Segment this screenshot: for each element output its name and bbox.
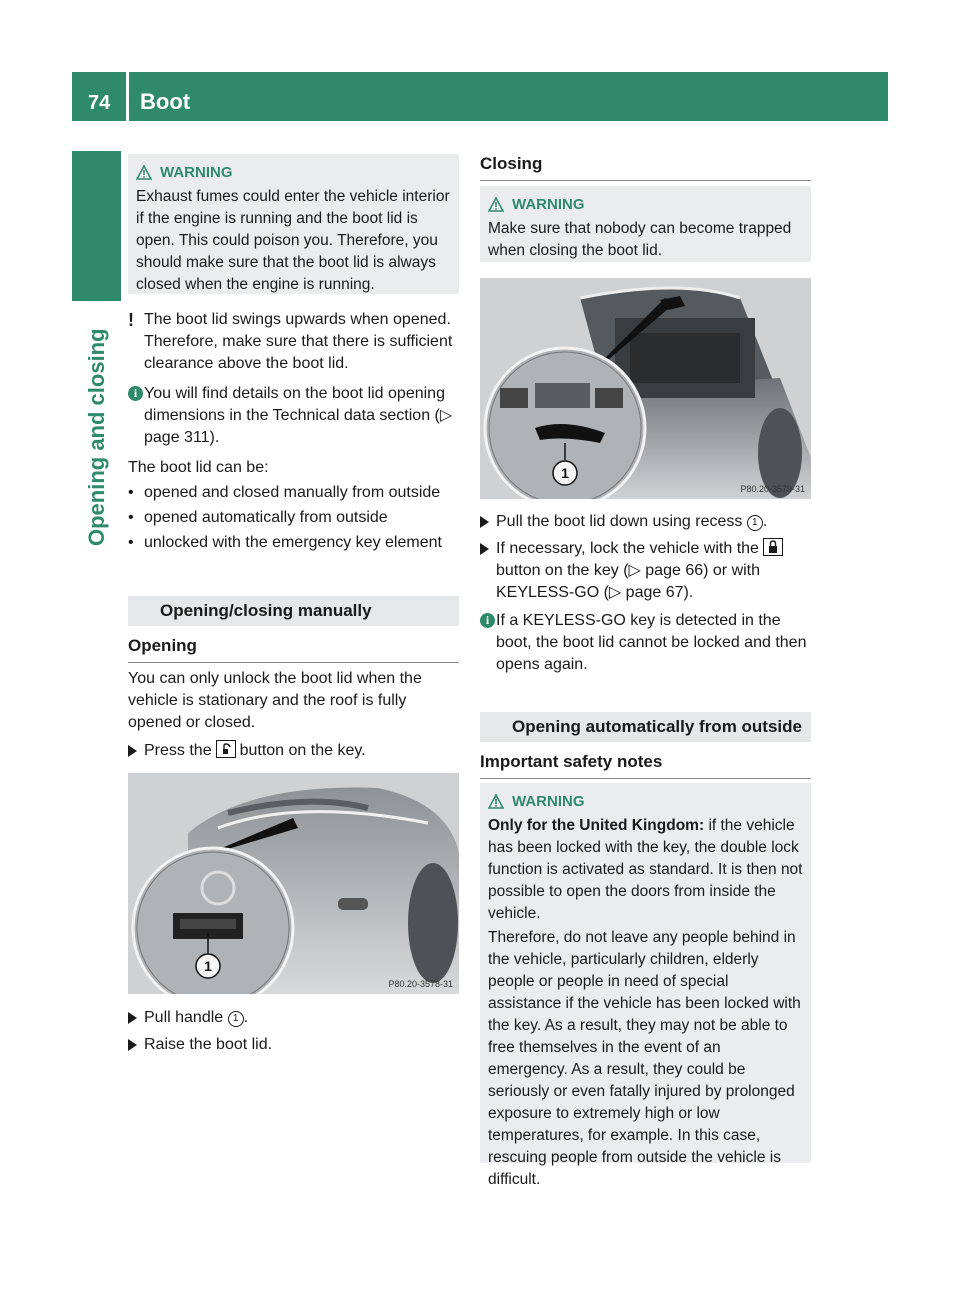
section-heading-automatic: Opening automatically from outside	[480, 712, 811, 742]
note-paragraph	[128, 309, 460, 375]
step-text: If necessary, lock the vehicle with the	[496, 540, 759, 557]
warning-label: WARNING	[512, 195, 585, 213]
callout-number: 1	[747, 515, 763, 531]
step-text: Pull the boot lid down using recess	[496, 513, 743, 530]
page-title: Boot	[140, 89, 191, 114]
warning-text-uk	[488, 815, 803, 925]
bullet-icon: •	[128, 509, 134, 526]
info-icon: i	[128, 386, 143, 401]
col2-steps	[480, 511, 812, 676]
opening-paragraph: You can only unlock the boot lid when the vehicle is stationary and the roof is fully opened or closed.	[128, 670, 422, 731]
intro-text: The boot lid can be:	[128, 459, 269, 476]
figure-callout: 1	[561, 465, 569, 481]
page-number: 74	[88, 92, 111, 114]
step-text: Raise the boot lid.	[144, 1036, 273, 1053]
step-press-button	[128, 740, 458, 762]
open-boot-illustration	[480, 278, 811, 499]
warning-header	[136, 160, 451, 184]
step-arrow-icon	[480, 543, 489, 555]
step-text: Press the	[144, 742, 212, 759]
step-arrow-icon	[128, 745, 137, 757]
info-text: You will find details on the boot lid opening dimensions in the Technical data section (▷ page 311).	[144, 385, 453, 446]
warning-header	[488, 789, 803, 813]
step-pull-handle: Pull handle 1 .	[128, 1007, 458, 1029]
subheading-safety-notes: Important safety notes	[480, 752, 811, 779]
callout-number: 1	[228, 1011, 244, 1027]
col1-steps	[128, 1007, 458, 1056]
warning-text: Make sure that nobody can become trapped when closing the boot lid.	[488, 220, 792, 259]
step-text: button on the key.	[239, 742, 366, 759]
step-pull-down: Pull the boot lid down using recess 1 .	[480, 511, 812, 533]
unlock-boot-button-icon	[216, 740, 236, 758]
warning-text-people: Therefore, do not leave any people behind in the vehicle, particularly children, elderly people or people in need of special assistance if the vehicle has been locked with the key. As a result, they may not be able to free themselves in the event of an emergency. As a result, they could be seriously or even fatally injured by prolonged exposure to extremely high or low temperatures, for example. In this case, rescuing people from outside the vehicle is difficult.	[488, 929, 801, 1188]
list-item	[128, 507, 460, 529]
lock-button-icon	[763, 538, 783, 556]
chapter-label: Opening and closing	[84, 328, 109, 546]
figure-code: P80.20-3578-31	[388, 979, 453, 989]
warning-triangle-icon	[488, 197, 504, 212]
section-heading-manual: Opening/closing manually	[128, 596, 459, 626]
list-item	[128, 532, 460, 554]
bullet-icon: •	[128, 484, 134, 501]
info-paragraph	[128, 383, 460, 449]
boot-handle-figure	[128, 773, 459, 994]
list-item	[128, 482, 460, 504]
warning-label: WARNING	[512, 792, 585, 810]
subheading-closing: Closing	[480, 154, 811, 181]
col1-opening-body	[128, 668, 458, 762]
warning-triangle-icon	[488, 794, 504, 809]
warning-text: Exhaust fumes could enter the vehicle interior if the engine is running and the boot lid is open. This could poison you. Therefore, you should make sure that the boot lid is always closed when the engine is running.	[136, 188, 450, 293]
header-divider	[126, 72, 129, 121]
warning-box-trapped	[480, 186, 811, 262]
step-raise-lid	[128, 1034, 458, 1056]
warning-bold-lead: Only for the United Kingdom:	[488, 817, 705, 834]
page-header	[72, 72, 888, 121]
info-paragraph	[480, 610, 812, 676]
figure-code: P80.20-3579-31	[740, 484, 805, 494]
boot-recess-figure	[480, 278, 811, 499]
warning-triangle-icon	[136, 165, 152, 180]
warning-text: if the vehicle has been locked with the key, the double lock function is activated as standard. It is then not possible to open the doors from inside the vehicle.	[488, 817, 803, 922]
step-arrow-icon	[128, 1012, 137, 1024]
figure-callout: 1	[204, 958, 212, 974]
list-item-text: unlocked with the emergency key element	[144, 534, 442, 551]
step-arrow-icon	[480, 516, 489, 528]
bullet-icon: •	[128, 534, 134, 551]
note-text: The boot lid swings upwards when opened. Therefore, make sure that there is sufficient clearance above the boot lid.	[144, 311, 453, 372]
warning-box-double-lock	[480, 783, 811, 1188]
step-lock-vehicle	[480, 538, 812, 604]
step-arrow-icon	[128, 1039, 137, 1051]
info-icon: i	[480, 613, 495, 628]
warning-label: WARNING	[160, 163, 233, 181]
warning-header	[488, 192, 803, 216]
info-text: If a KEYLESS-GO key is detected in the boot, the boot lid cannot be locked and then opens again.	[496, 612, 807, 673]
list-item-text: opened automatically from outside	[144, 509, 388, 526]
warning-box-exhaust	[128, 154, 459, 294]
step-text: button on the key (▷ page 66) or with KEYLESS-GO (▷ page 67).	[496, 562, 761, 601]
step-text: Pull handle	[144, 1009, 224, 1026]
car-rear-illustration	[128, 773, 459, 994]
list-item-text: opened and closed manually from outside	[144, 484, 441, 501]
col1-body	[128, 309, 460, 554]
subheading-opening: Opening	[128, 636, 459, 663]
exclamation-icon: !	[128, 310, 134, 330]
